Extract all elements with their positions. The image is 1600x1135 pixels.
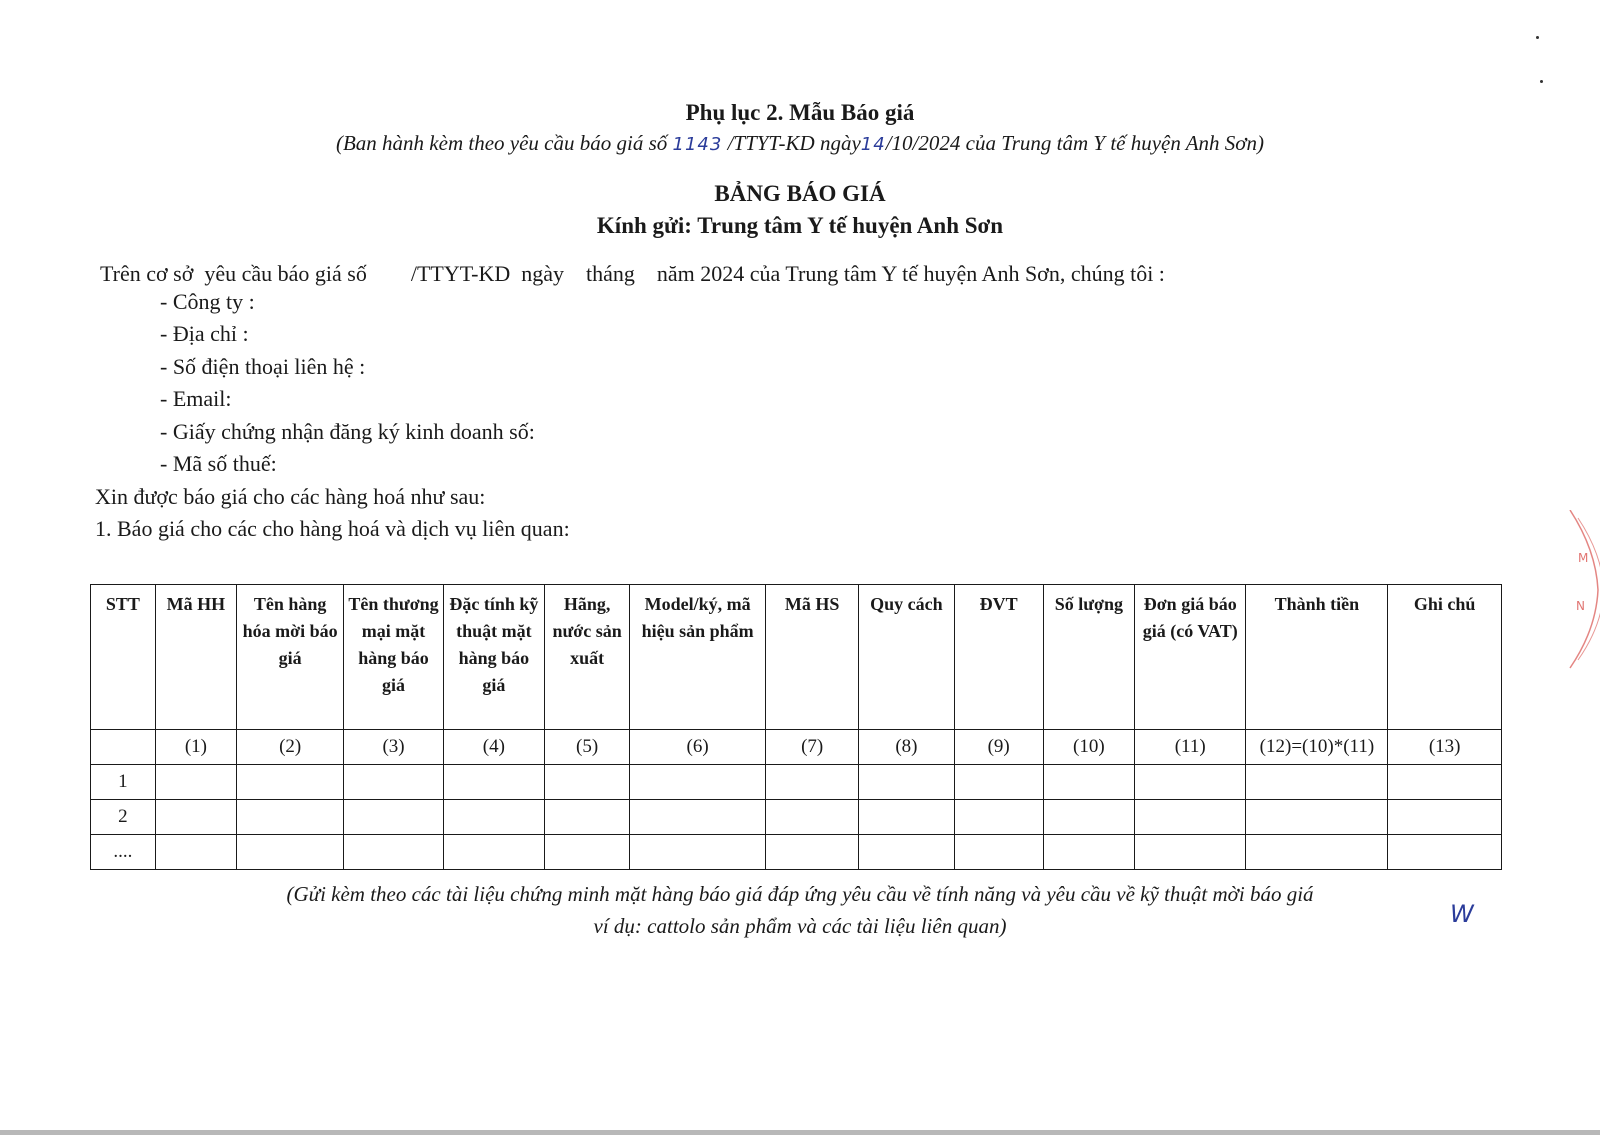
column-code-row xyxy=(91,730,1502,765)
table-cell xyxy=(766,800,859,835)
table-cell xyxy=(236,765,343,800)
footer-note-line-1: (Gửi kèm theo các tài liệu chứng minh mặt hàng báo giá đáp ứng yêu cầu về tính năng và yêu cầu về kỹ thuật mời báo giá xyxy=(286,882,1314,906)
footer-note-line-2: ví dụ: cattolo sản phẩm và các tài liệu liên quan) xyxy=(593,914,1007,938)
table-cell xyxy=(1246,765,1388,800)
header-technical-spec: Đặc tính kỹ thuật mặt hàng báo giá xyxy=(443,585,544,730)
header-notes: Ghi chú xyxy=(1388,585,1502,730)
subtitle-prefix: (Ban hành kèm theo yêu cầu báo giá số xyxy=(335,131,673,155)
table-cell xyxy=(1134,765,1246,800)
header-item-code: Mã HH xyxy=(155,585,236,730)
table-cell xyxy=(1388,835,1502,870)
scan-bottom-edge xyxy=(0,1130,1600,1135)
quotation-table xyxy=(90,584,1502,870)
table-cell xyxy=(1043,800,1134,835)
table-row xyxy=(91,800,1502,835)
table-cell: .... xyxy=(91,835,156,870)
column-code xyxy=(91,730,156,765)
table-cell xyxy=(859,765,954,800)
table-cell xyxy=(545,835,630,870)
table-cell xyxy=(443,765,544,800)
header-hs-code: Mã HS xyxy=(766,585,859,730)
table-cell: 1 xyxy=(91,765,156,800)
column-code: (1) xyxy=(155,730,236,765)
header-unit-price: Đơn giá báo giá (có VAT) xyxy=(1134,585,1246,730)
table-cell xyxy=(630,835,766,870)
table-cell xyxy=(443,800,544,835)
business-registration-field: - Giấy chứng nhận đăng ký kinh doanh số: xyxy=(160,419,535,444)
header-packaging: Quy cách xyxy=(859,585,954,730)
table-cell xyxy=(1388,765,1502,800)
header-unit: ĐVT xyxy=(954,585,1043,730)
recipient-line: Kính gửi: Trung tâm Y tế huyện Anh Sơn xyxy=(596,213,1004,238)
table-cell xyxy=(344,835,443,870)
header-manufacturer-country: Hãng, nước sản xuất xyxy=(545,585,630,730)
subtitle-middle: /TTYT-KD ngày xyxy=(722,131,861,155)
table-cell xyxy=(954,765,1043,800)
table-cell xyxy=(859,835,954,870)
column-code: (4) xyxy=(443,730,544,765)
tax-code-field: - Mã số thuế: xyxy=(160,451,277,476)
subtitle xyxy=(0,131,1600,156)
appendix-title: Phụ lục 2. Mẫu Báo giá xyxy=(685,100,915,125)
main-title: BẢNG BÁO GIÁ xyxy=(714,181,886,206)
intro-paragraph: Trên cơ sở yêu cầu báo giá số /TTYT-KD ngày tháng năm 2024 của Trung tâm Y tế huyện Anh Sơn, chúng tôi : xyxy=(100,261,1165,286)
phone-field: - Số điện thoại liên hệ : xyxy=(160,354,366,379)
company-field: - Công ty : xyxy=(160,289,255,314)
table-row xyxy=(91,765,1502,800)
column-code: (6) xyxy=(630,730,766,765)
column-code: (7) xyxy=(766,730,859,765)
table-row xyxy=(91,835,1502,870)
address-field: - Địa chỉ : xyxy=(160,321,249,346)
table-header-row xyxy=(91,585,1502,730)
header-requested-item-name: Tên hàng hóa mời báo giá xyxy=(236,585,343,730)
table-cell xyxy=(1246,835,1388,870)
table-cell xyxy=(344,765,443,800)
column-code: (12)=(10)*(11) xyxy=(1246,730,1388,765)
table-cell xyxy=(630,765,766,800)
table-cell xyxy=(630,800,766,835)
column-code: (3) xyxy=(344,730,443,765)
header-model: Model/ký, mã hiệu sản phẩm xyxy=(630,585,766,730)
handwritten-day: 14 xyxy=(860,134,886,155)
table-cell xyxy=(766,765,859,800)
svg-text:N: N xyxy=(1576,599,1585,613)
handwritten-document-number: 1143 xyxy=(672,134,723,155)
header-stt: STT xyxy=(91,585,156,730)
table-cell xyxy=(1043,765,1134,800)
scan-speck xyxy=(1540,80,1543,83)
header-amount: Thành tiền xyxy=(1246,585,1388,730)
column-code: (11) xyxy=(1134,730,1246,765)
column-code: (13) xyxy=(1388,730,1502,765)
table-cell xyxy=(545,800,630,835)
table-cell xyxy=(1388,800,1502,835)
table-cell xyxy=(236,800,343,835)
subtitle-suffix: /10/2024 của Trung tâm Y tế huyện Anh Sơn) xyxy=(885,131,1265,155)
table-cell xyxy=(344,800,443,835)
section-heading: 1. Báo giá cho các cho hàng hoá và dịch vụ liên quan: xyxy=(95,516,570,541)
table-cell xyxy=(1134,800,1246,835)
header-quantity: Số lượng xyxy=(1043,585,1134,730)
column-code: (5) xyxy=(545,730,630,765)
table-cell xyxy=(443,835,544,870)
table-cell xyxy=(859,800,954,835)
table-cell xyxy=(155,800,236,835)
table-cell xyxy=(155,835,236,870)
table-cell xyxy=(954,800,1043,835)
table-cell xyxy=(954,835,1043,870)
column-code: (8) xyxy=(859,730,954,765)
table-cell xyxy=(1134,835,1246,870)
table-cell xyxy=(1043,835,1134,870)
svg-text:M: M xyxy=(1578,551,1589,565)
table-cell xyxy=(545,765,630,800)
column-code: (9) xyxy=(954,730,1043,765)
partial-stamp-icon xyxy=(1568,510,1600,670)
table-cell: 2 xyxy=(91,800,156,835)
table-cell xyxy=(766,835,859,870)
table-cell xyxy=(236,835,343,870)
scan-speck xyxy=(1536,36,1539,39)
table-cell xyxy=(155,765,236,800)
header-trade-name: Tên thương mại mặt hàng báo giá xyxy=(344,585,443,730)
column-code: (10) xyxy=(1043,730,1134,765)
request-line: Xin được báo giá cho các hàng hoá như sau: xyxy=(95,484,486,509)
handwritten-initials: W xyxy=(1450,900,1474,928)
email-field: - Email: xyxy=(160,386,232,411)
column-code: (2) xyxy=(236,730,343,765)
table-cell xyxy=(1246,800,1388,835)
